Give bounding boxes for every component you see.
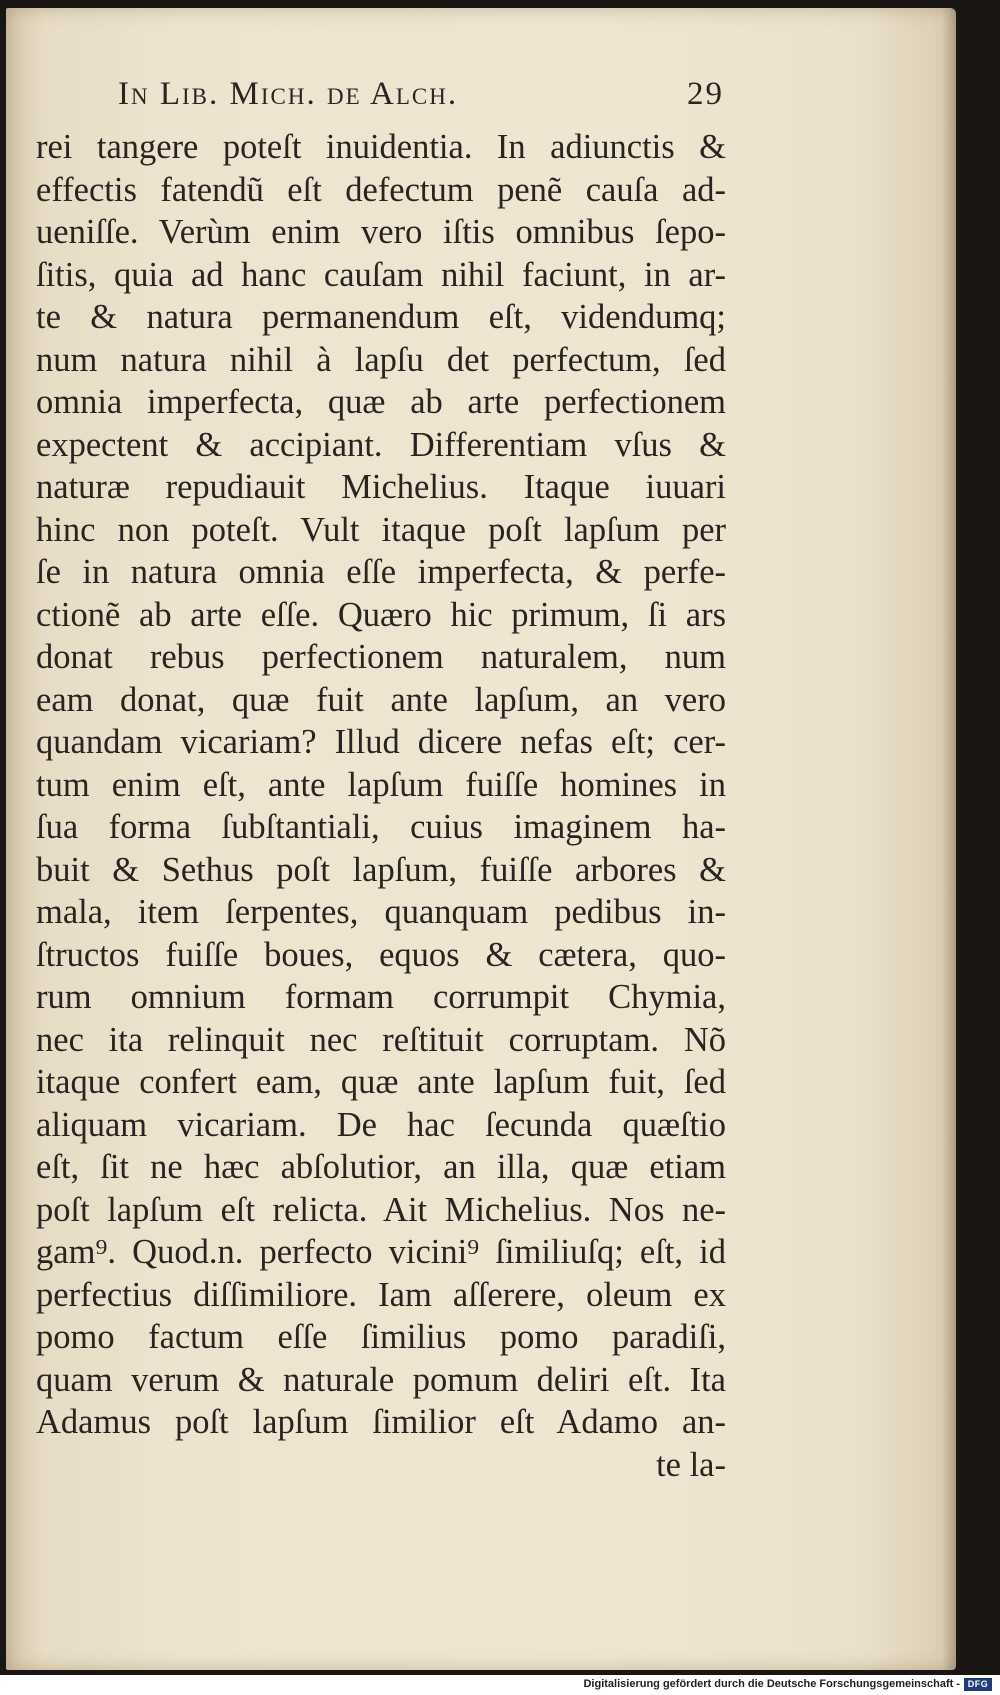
text-line: donat rebus perfectionem naturalem, num [36, 638, 726, 676]
text-line: gam⁹. Quod.n. perfecto vicini⁹ ſimiliuſq; eſt, id [36, 1233, 726, 1271]
page-edge-shadow [942, 8, 956, 1670]
text-line: mala, item ſerpentes, quanquam pedibus in- [36, 893, 726, 931]
text-line: expectent & accipiant. Differentiam vſus & [36, 425, 726, 464]
running-title: In Lib. Mich. de Alch. [118, 76, 459, 112]
footer-credit: Digitalisierung gefördert durch die Deutsche Forschungsgemeinschaft - [583, 1678, 960, 1690]
text-line: ueniſſe. Verùm enim vero iſtis omnibus ſepo- [36, 213, 726, 251]
text-line: poſt lapſum eſt relicta. Ait Michelius. Nos ne- [36, 1190, 726, 1229]
text-line: ſitis, quia ad hanc cauſam nihil faciunt, in ar- [36, 255, 726, 294]
text-line: perfectius diſſimiliore. Iam aſſerere, oleum ex [36, 1275, 726, 1314]
text-line: quam verum & naturale pomum deliri eſt. Ita [36, 1360, 726, 1399]
text-line: effectis fatendũ eſt defectum penẽ cauſa ad- [36, 170, 726, 209]
text-line: hinc non poteſt. Vult itaque poſt lapſum per [36, 510, 726, 549]
text-line: eam donat, quæ fuit ante lapſum, an vero [36, 680, 726, 719]
text-line: ctionẽ ab arte eſſe. Quæro hic primum, ſi ars [36, 595, 726, 634]
text-line: eſt, ſit ne hæc abſolutior, an illa, quæ etiam [36, 1148, 726, 1186]
text-line: ſtructos fuiſſe boues, equos & cætera, quo- [36, 935, 726, 974]
text-line: nec ita relinquit nec reſtituit corruptam. Nõ [36, 1020, 726, 1059]
text-line: tum enim eſt, ante lapſum fuiſſe homines in [36, 765, 726, 804]
text-line: naturæ repudiauit Michelius. Itaque iuuari [36, 468, 726, 506]
text-line: pomo factum eſſe ſimilius pomo paradiſi, [36, 1318, 726, 1356]
text-line: te & natura permanendum eſt, videndumq; [36, 298, 726, 336]
text-line: ſe in natura omnia eſſe imperfecta, & perfe- [36, 553, 726, 591]
text-line: quandam vicariam? Illud dicere nefas eſt; cer- [36, 723, 726, 761]
dfg-logo: DFG [964, 1678, 992, 1691]
text-line: rei tangere poteſt inuidentia. In adiunctis & [36, 128, 726, 166]
text-line: Adamus poſt lapſum ſimilior eſt Adamo an- [36, 1403, 726, 1441]
text-line: itaque confert eam, quæ ante lapſum fuit, ſed [36, 1063, 726, 1101]
page-number: 29 [687, 76, 724, 112]
text-line: num natura nihil à lapſu det perfectum, ſed [36, 340, 726, 379]
book-page [6, 8, 956, 1670]
catchword: te la- [656, 1445, 726, 1484]
text-line: buit & Sethus poſt lapſum, fuiſſe arbores & [36, 850, 726, 889]
body-text [36, 126, 726, 1486]
text-line: omnia imperfecta, quæ ab arte perfectionem [36, 383, 726, 421]
running-head [118, 76, 724, 120]
text-line: rum omnium formam corrumpit Chymia, [36, 978, 726, 1016]
text-line: ſua forma ſubſtantiali, cuius imaginem ha- [36, 808, 726, 846]
text-line: aliquam vicariam. De hac ſecunda quæſtio [36, 1105, 726, 1144]
